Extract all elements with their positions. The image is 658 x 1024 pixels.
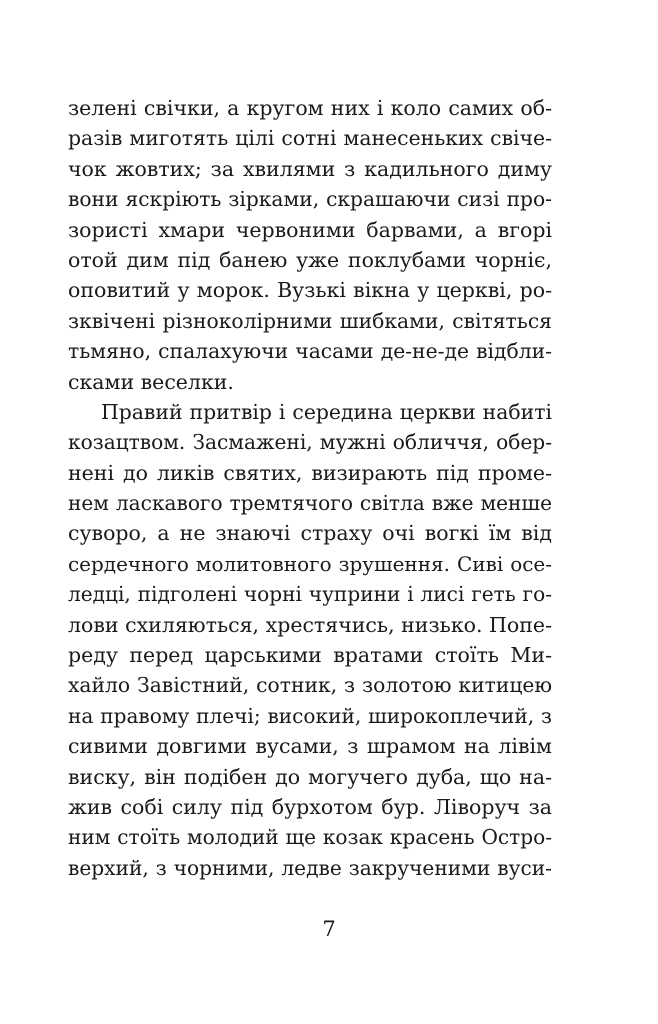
text-line: зелені свічки, а кругом них і коло самих об-: [68, 96, 552, 120]
text-line: зквічені різноколірними шибками, світяться: [68, 308, 552, 333]
text-line: вони яскріють зірками, скрашаючи сизі про-: [68, 187, 552, 212]
text-line: козацтвом. Засмажені, мужні обличчя, обер-: [68, 430, 552, 455]
text-line: сивими довгими вусами, з шрамом на лівім: [68, 734, 552, 759]
text-line: сками веселки.: [68, 369, 234, 394]
text-line: лови схиляються, хрестячись, низько. Попе-: [68, 612, 552, 637]
text-line: жив собі силу під бурхотом бур. Ліворуч за: [68, 794, 552, 819]
text-line: сердечного молитовного зрушення. Сиві осе-: [68, 551, 552, 576]
text-line: чок жовтих; за хвилями з кадильного диму: [68, 156, 552, 181]
text-line: Правий притвір і середина церкви набиті: [101, 399, 552, 424]
text-line: тьмяно, спалахуючи часами де-не-де відбли-: [68, 339, 552, 364]
text-line: ледці, підголені чорні чуприни і лисі геть го-: [68, 582, 552, 607]
body-text: [68, 93, 552, 883]
text-line: реду перед царськими вратами стоїть Ми-: [68, 643, 552, 668]
page-number: 7: [322, 917, 336, 941]
text-line: верхий, з чорними, ледве закрученими вуси-: [68, 855, 552, 880]
text-line: разів миготять цілі сотні манесеньких свіче-: [68, 126, 552, 151]
text-line: ним стоїть молодий ще козак красень Остро-: [68, 825, 552, 850]
text-line: на правому плечі; високий, широкоплечий, з: [68, 703, 552, 728]
text-line: виску, він подібен до могучего дуба, що на-: [68, 764, 552, 789]
text-line: нені до ликів святих, визирають під проме-: [68, 460, 552, 485]
text-line: суворо, а не знаючі страху очі вогкі їм від: [68, 521, 552, 546]
text-line: зористі хмари червоними барвами, а вгорі: [68, 217, 552, 242]
text-line: отой дим під банею уже поклубами чорніє,: [68, 247, 552, 272]
text-line: нем ласкавого тремтячого світла вже менше: [68, 491, 552, 516]
text-line: хайло Завістний, сотник, з золотою китицею: [68, 673, 552, 698]
text-line: оповитий у морок. Вузькі вікна у церкві, ро-: [68, 278, 552, 303]
